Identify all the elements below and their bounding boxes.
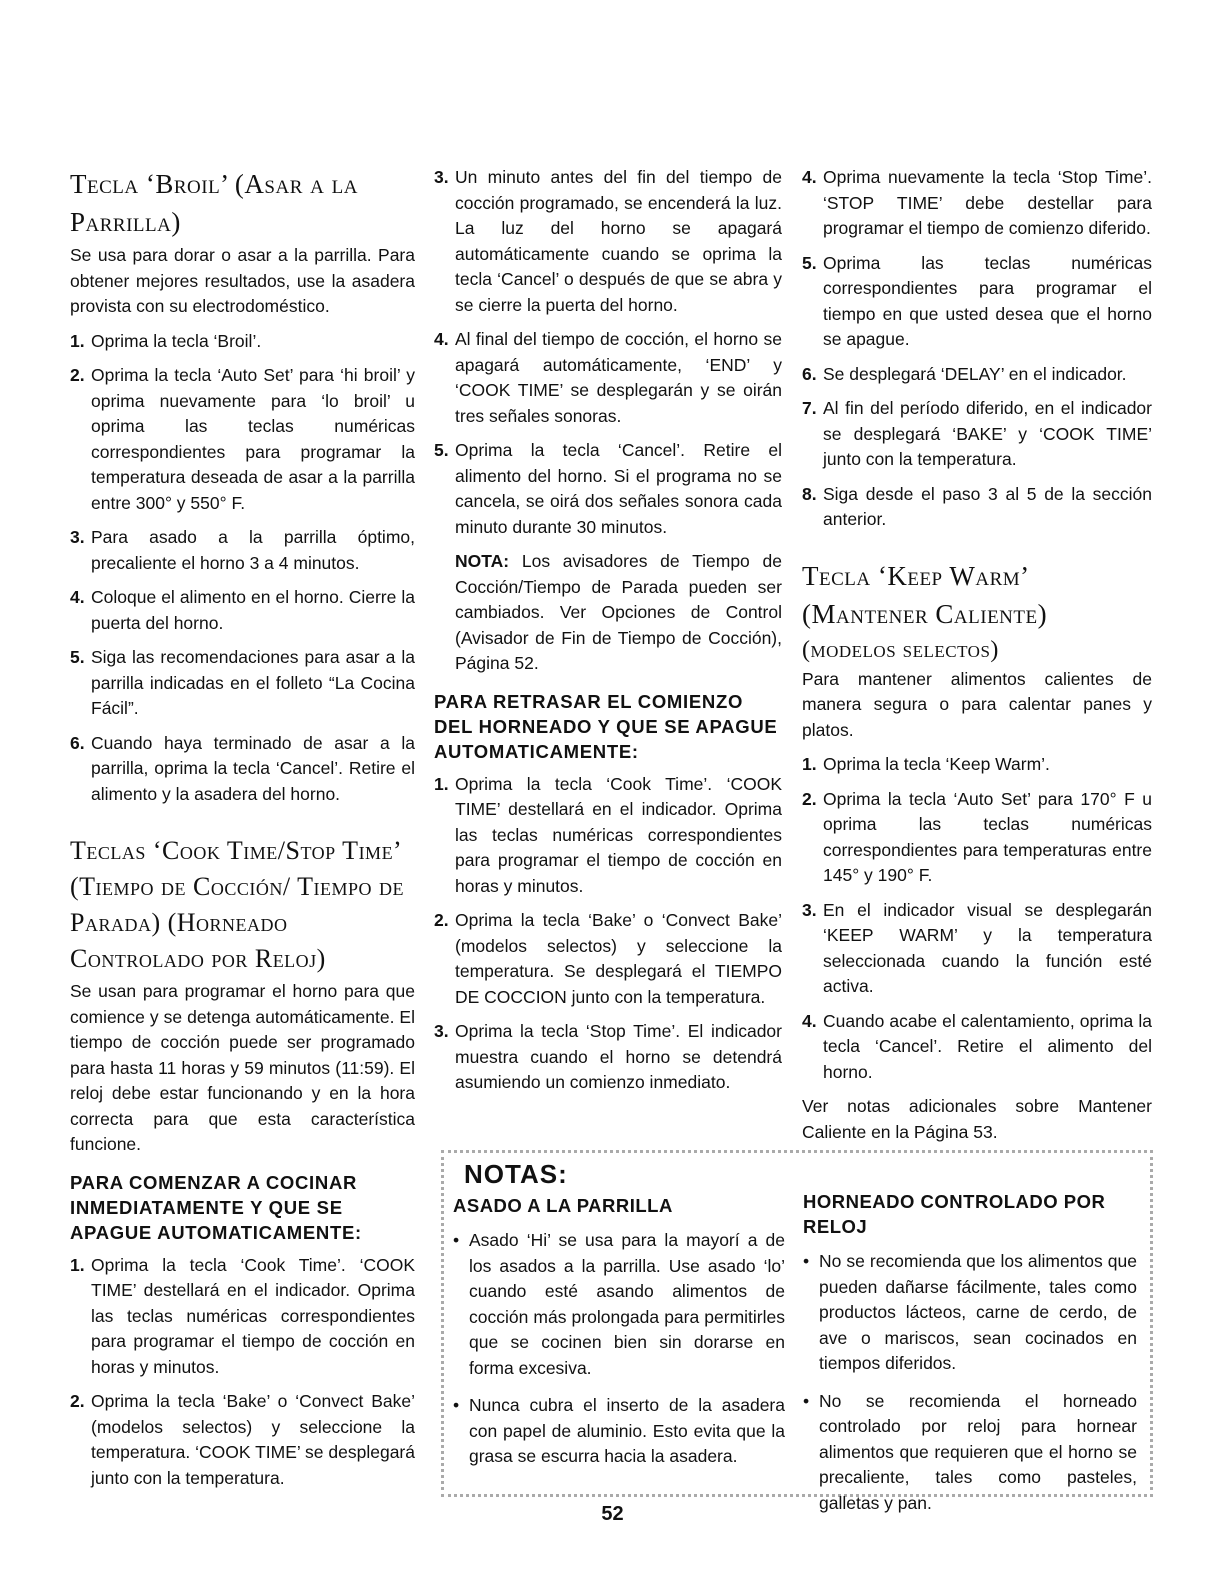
- list-item: 1. Oprima la tecla ‘Cook Time’. ‘COOK TIME’ destellará en el indicador. Oprima las teclas numéricas correspondientes para programar el tiempo de cocción en horas y minutos.: [70, 1254, 415, 1377]
- list-item: • No se recomienda el horneado controlado por reloj para hornear alimentos que requieren que el horno se precaliente, tales como pasteles, galletas y pan.: [803, 1389, 1137, 1517]
- notes-broil: [453, 1193, 785, 1482]
- nota-paragraph: [434, 549, 782, 677]
- notes-box: [441, 1150, 1153, 1513]
- list-item: 2. Oprima la tecla ‘Auto Set’ para 170° F u oprima las teclas numéricas correspondientes para temperaturas entre 145° y 190° F.: [802, 788, 1152, 885]
- list-item: • No se recomienda que los alimentos que pueden dañarse fácilmente, tales como productos lácteos, carne de cerdo, de ave o mariscos, sean cocinados en tiempos diferidos.: [803, 1249, 1137, 1377]
- list-item: 1. Oprima la tecla ‘Broil’.: [70, 330, 262, 351]
- broil-heading: Tecla ‘Broil’ (Asar a la Parrilla): [70, 169, 358, 237]
- column-left: [70, 165, 415, 1500]
- list-item: 5. Oprima la tecla ‘Cancel’. Retire el alimento del horno. Si el programa no se cancela, se oirá dos señales sonora cada minuto durante 30 minutos.: [434, 440, 782, 537]
- delay-steps-cont: [802, 165, 1152, 533]
- keepwarm-subheading: (modelos selectos): [802, 636, 999, 663]
- list-item: • Asado ‘Hi’ se usa para la mayorí a de los asados a la parrilla. Use asado ‘lo’ cuando esté asando alimentos de cocción más prolongada para permitirles que se cocinen bien sin dorarse en forma excesiva.: [453, 1228, 785, 1381]
- notes-title: NOTAS:: [464, 1159, 568, 1189]
- keepwarm-intro: Para mantener alimentos calientes de manera segura o para calentar panes y platos.: [802, 668, 1152, 740]
- keepwarm-steps: [802, 752, 1152, 1085]
- list-item: 1. Oprima la tecla ‘Keep Warm’.: [802, 754, 1050, 774]
- list-item: 6. Cuando haya terminado de asar a la parrilla, oprima la tecla ‘Cancel’. Retire el alimento y la asadera del horno.: [70, 732, 415, 804]
- column-right: [802, 165, 1152, 1154]
- list-item: 2. Oprima la tecla ‘Bake’ o ‘Convect Bake’ (modelos selectos) y seleccione la temperatura. ‘COOK TIME’ se desplegará junto con la temperatura.: [70, 1391, 415, 1488]
- list-item: 3. Un minuto antes del fin del tiempo de cocción programado, se encenderá la luz. La luz del horno se apagará automáticamente cuando se oprima la tecla ‘Cancel’ o después de que se abra y se cierre la puerta del horno.: [434, 167, 782, 315]
- cooktime-intro: Se usan para programar el horno para que comience y se detenga automáticamente. El tiempo de cocción puede ser programado para hasta 11 horas y 59 minutos (11:59). El reloj debe estar funcionando y en la hora correcta para que esta característica funcione.: [70, 981, 415, 1154]
- broil-intro: Se usa para dorar o asar a la parrilla. Para obtener mejores resultados, use la asadera provista con su electrodoméstico.: [70, 245, 415, 316]
- immediate-heading: PARA COMENZAR A COCINAR INMEDIATAMENTE Y QUE SE APAGUE AUTOMATICAMENTE:: [70, 1171, 362, 1243]
- notes-clock: [803, 1189, 1137, 1528]
- list-item: 4. Oprima nuevamente la tecla ‘Stop Time’. ‘STOP TIME’ debe destellar para programar el tiempo de comienzo diferido.: [802, 167, 1152, 238]
- list-item: 7. Al fin del período diferido, en el indicador se desplegará ‘BAKE’ y ‘COOK TIME’ junto con la temperatura.: [802, 398, 1152, 469]
- immediate-steps-cont: [434, 165, 782, 540]
- nota-text: Los avisadores de Tiempo de Cocción/Tiempo de Parada pueden ser cambiados. Ver Opciones de Control (Avisador de Fin de Tiempo de Cocción), Página 52.: [455, 551, 782, 673]
- list-item: 4. Al final del tiempo de cocción, el horno se apagará automáticamente, ‘END’ y ‘COOK TIME’ se desplegarán y se oirán tres señales sonoras.: [434, 329, 782, 426]
- column-middle: [434, 165, 782, 1105]
- list-item: 3. Para asado a la parrilla óptimo, precaliente el horno 3 a 4 minutos.: [70, 527, 415, 573]
- list-item: 8. Siga desde el paso 3 al 5 de la sección anterior.: [802, 483, 1152, 529]
- list-item: 5. Oprima las teclas numéricas correspondientes para programar el tiempo en que usted desea que el horno se apague.: [802, 252, 1152, 349]
- list-item: 6. Se desplegará ‘DELAY’ en el indicador.: [802, 363, 1127, 384]
- notes-clock-heading: HORNEADO CONTROLADO POR RELOJ: [803, 1191, 1106, 1237]
- notes-broil-heading: ASADO A LA PARRILLA: [453, 1195, 673, 1216]
- list-item: 3. En el indicador visual se desplegarán ‘KEEP WARM’ y la temperatura seleccionada cuando la función esté activa.: [802, 899, 1152, 996]
- immediate-steps: [70, 1253, 415, 1492]
- keepwarm-heading: Tecla ‘Keep Warm’ (Mantener Caliente): [802, 560, 1048, 629]
- notes-broil-list: [453, 1228, 785, 1470]
- delay-heading: PARA RETRASAR EL COMIENZO DEL HORNEADO Y QUE SE APAGUE AUTOMATICAMENTE:: [434, 690, 778, 762]
- list-item: 4. Cuando acabe el calentamiento, oprima la tecla ‘Cancel’. Retire el alimento del horno.: [802, 1010, 1152, 1082]
- delay-steps: [434, 772, 782, 1096]
- list-item: • Nunca cubra el inserto de la asadera con papel de aluminio. Esto evita que la grasa se escurra hacia la asadera.: [453, 1393, 785, 1470]
- nota-label: NOTA:: [455, 551, 510, 571]
- notes-clock-list: [803, 1249, 1137, 1516]
- page-number: 52: [601, 1503, 624, 1525]
- list-item: 1. Oprima la tecla ‘Cook Time’. ‘COOK TIME’ destellará en el indicador. Oprima las teclas numéricas correspondientes para programar el tiempo de cocción en horas y minutos.: [434, 773, 782, 896]
- keepwarm-footer: Ver notas adicionales sobre Mantener Caliente en la Página 53.: [802, 1096, 1152, 1142]
- broil-steps: [70, 329, 415, 808]
- list-item: 2. Oprima la tecla ‘Bake’ o ‘Convect Bake’ (modelos selectos) y seleccione la temperatura. Se desplegará el TIEMPO DE COCCION junto con la temperatura.: [434, 910, 782, 1007]
- list-item: 4. Coloque el alimento en el horno. Cierre la puerta del horno.: [70, 587, 415, 633]
- list-item: 2. Oprima la tecla ‘Auto Set’ para ‘hi broil’ y oprima nuevamente para ‘lo broil’ u oprima las teclas numéricas correspondientes para programar la temperatura deseada de asar a la parrilla entre 300° y 550° F.: [70, 365, 415, 513]
- list-item: 3. Oprima la tecla ‘Stop Time’. El indicador muestra cuando el horno se detendrá asumiendo un comienzo inmediato.: [434, 1021, 782, 1092]
- list-item: 5. Siga las recomendaciones para asar a la parrilla indicadas en el folleto “La Cocina Fácil”.: [70, 647, 415, 718]
- cooktime-heading: Teclas ‘Cook Time/Stop Time’ (Tiempo de Cocción/ Tiempo de Parada) (Horneado Controlado por Reloj): [70, 836, 405, 973]
